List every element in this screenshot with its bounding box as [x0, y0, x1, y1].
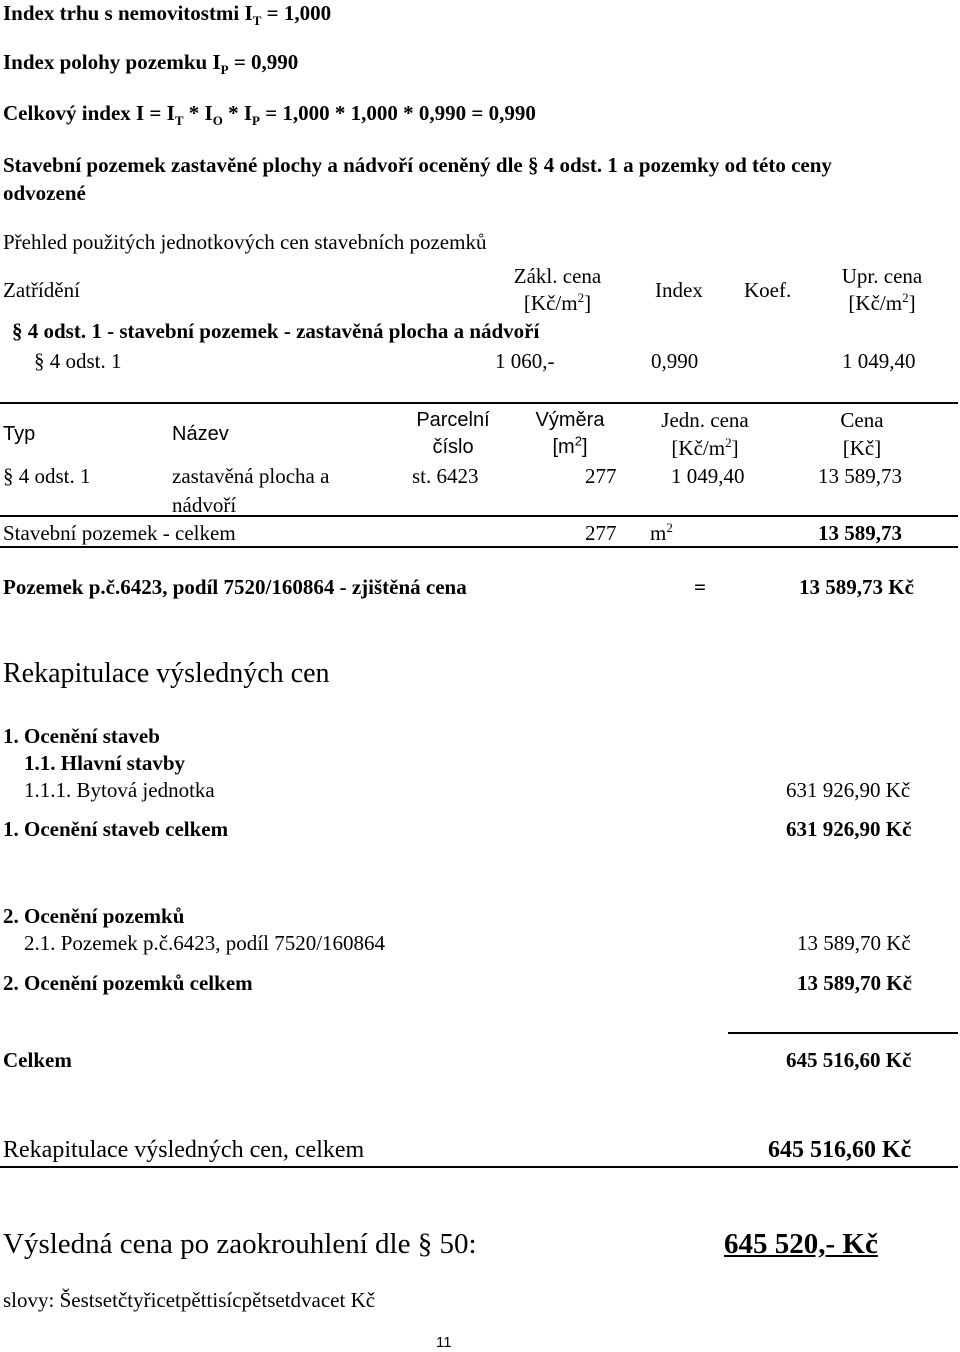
recap-total-label: Rekapitulace výsledných cen, celkem [3, 1137, 365, 1163]
parcel-table-top-rule [0, 402, 958, 404]
recap-total-value: 645 516,60 Kč [768, 1137, 912, 1163]
recap-s2-item-label: 2.1. Pozemek p.č.6423, podíl 7520/160864 [24, 931, 386, 955]
recap-total-rule [0, 1166, 958, 1168]
recap-s2-item-value: 13 589,70 Kč [797, 931, 911, 955]
prices-row-index: 0,990 [651, 349, 699, 373]
page-number: 11 [436, 1334, 452, 1351]
index-trh: Index trhu s nemovitostmi $I_T = 1,000$ [3, 1, 332, 29]
parcel-row-jedn: 1 049,40 [671, 464, 745, 488]
celkem-value: 645 516,60 Kč [786, 1048, 912, 1072]
parcel-row-cislo: st. 6423 [412, 464, 479, 488]
pozemek-result-eq: = [694, 575, 706, 599]
pozemek-result-value: 13 589,73 Kč [799, 575, 914, 599]
col-zakl-cena: Zákl. cena $[Kč/m^2]$ [513, 264, 602, 315]
col-upr-cena: Upr. cena $[Kč/m^2]$ [841, 264, 923, 315]
celkem-rule [728, 1032, 958, 1034]
prices-group-label: § 4 odst. 1 - stavební pozemek - zastavěná plocha a nádvoří [12, 319, 540, 343]
col-parcelni: Parcelní číslo [416, 409, 490, 458]
slovy: slovy: Šestsetčtyřicetpěttisícpětsetdvacet Kč [3, 1288, 376, 1312]
overview-title: Přehled použitých jednotkových cen stavebních pozemků [3, 230, 487, 254]
section-heading: Stavební pozemek zastavěné plochy a nádvoří oceněný dle § 4 odst. 1 a pozemky od této ceny [3, 153, 832, 177]
parcel-table-mid-rule [0, 515, 958, 517]
final-label: Výsledná cena po zaokrouhlení dle § 50: [3, 1228, 477, 1260]
recap-s1-total-value: 631 926,90 Kč [786, 817, 912, 841]
final-value: 645 520,- Kč [724, 1228, 878, 1260]
recap-title: Rekapitulace výsledných cen [3, 658, 330, 689]
col-vymera: Výměra $[m^2]$ [535, 409, 605, 458]
parcel-total-vymera: 277 [585, 521, 617, 545]
index-polohy: Index polohy pozemku $I_P = 0,990$ [3, 50, 299, 78]
parcel-row-nazev: zastavěná plocha a nádvoří [172, 464, 330, 517]
parcel-table-bottom-rule [0, 546, 958, 548]
prices-row-label: § 4 odst. 1 [34, 349, 122, 373]
parcel-row-cena: 13 589,73 [818, 464, 902, 488]
col-zatrideni: Zatřídění [3, 278, 80, 302]
parcel-row-vymera: 277 [585, 464, 617, 488]
recap-s2-heading: 2. Ocenění pozemků [3, 904, 185, 928]
recap-s1-heading: 1. Ocenění staveb [3, 724, 160, 748]
celkem-label: Celkem [3, 1048, 72, 1072]
recap-s1-item-value: 631 926,90 Kč [786, 778, 911, 802]
col-jedn-cena: Jedn. cena $[Kč/m^2]$ [661, 408, 749, 460]
index-celkovy: Celkový index $I = I_T * I_O * I_P = 1,000 * 1,000 * 0,990 = 0,990$ [3, 101, 536, 129]
col-cena: Cena [Kč] [840, 408, 884, 460]
parcel-row-typ: § 4 odst. 1 [3, 464, 91, 488]
parcel-total-unit: $m^2$ [650, 520, 673, 545]
recap-s1-sub: 1.1. Hlavní stavby [24, 751, 186, 775]
recap-s1-item-label: 1.1.1. Bytová jednotka [24, 778, 215, 802]
parcel-total-label: Stavební pozemek - celkem [3, 521, 236, 545]
recap-s1-total-label: 1. Ocenění staveb celkem [3, 817, 229, 841]
recap-s2-total-label: 2. Ocenění pozemků celkem [3, 971, 253, 995]
prices-row-upr: 1 049,40 [842, 349, 916, 373]
section-heading-line2: odvozené [3, 181, 86, 205]
col-koef: Koef. [744, 278, 792, 302]
recap-s2-total-value: 13 589,70 Kč [797, 971, 912, 995]
col-index: Index [655, 278, 703, 302]
col-typ: Typ [3, 423, 36, 445]
parcel-total-cena: 13 589,73 [818, 521, 902, 545]
prices-row-zakl: 1 060,- [495, 349, 555, 373]
pozemek-result-label: Pozemek p.č.6423, podíl 7520/160864 - zjištěná cena [3, 575, 467, 599]
col-nazev: Název [172, 423, 229, 445]
